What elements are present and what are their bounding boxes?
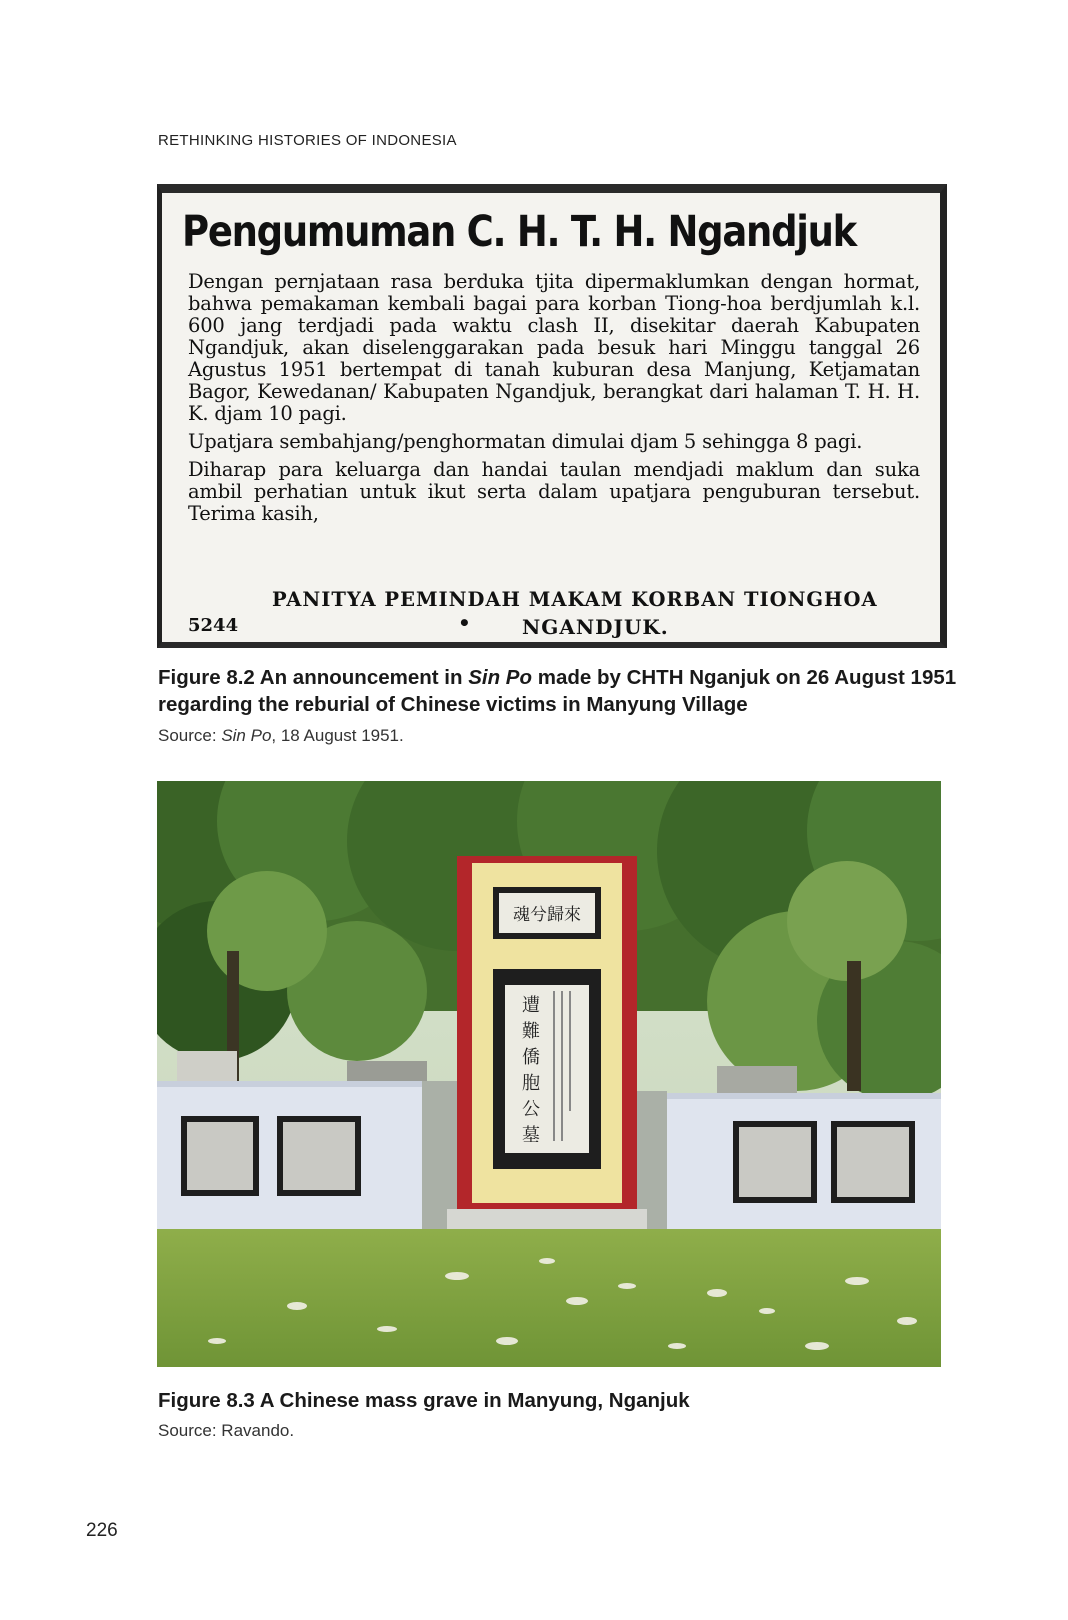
figure-8-3-caption	[158, 1387, 690, 1414]
newspaper-clipping	[157, 184, 947, 648]
caption-text: A Chinese mass grave in Manyung, Nganjuk	[259, 1389, 690, 1412]
caption-italic: Sin Po	[468, 666, 533, 689]
clipping-signature: PANITYA PEMINDAH MAKAM KORBAN TIONGHOA	[272, 588, 878, 611]
caption-text: An announcement in	[259, 666, 469, 689]
figure-8-2-source	[158, 726, 404, 746]
monument-char-5: 公	[522, 1099, 540, 1120]
clipping-signature-city: NGANDJUK.	[522, 615, 669, 639]
clipping-paragraph: Dengan pernjataan rasa berduka tjita dipermaklumkan dengan hormat, bahwa pemakaman kembali bagai para korban Tiong-hoa berdjumlah k.l. 600 jang terdjadi pada waktu clash II, disekitar daerah Kabupaten Ngandjuk, akan diselenggarakan pada besuk hari Minggu tanggal 26 Agustus 1951 bertempat di tanah kuburan desa Manjung, Ketjamatan Bagor, Kewedanan/ Kabupaten Ngandjuk, berangkat dari halaman T. H. H. K. djam 10 pagi.	[188, 270, 920, 425]
clipping-paragraph: Upatjara sembahjang/penghormatan dimulai djam 5 sehingga 8 pagi.	[188, 430, 863, 453]
monument-top-inscription: 魂兮歸來	[513, 905, 581, 925]
figure-label: Figure 8.3	[158, 1389, 255, 1412]
source-label: Source:	[158, 726, 222, 745]
clipping-body	[188, 271, 920, 531]
photo-drawing	[157, 781, 941, 1367]
monument-char-4: 胞	[522, 1073, 540, 1094]
mass-grave-photo	[157, 781, 941, 1367]
running-head: RETHINKING HISTORIES OF INDONESIA	[158, 132, 457, 149]
source-text: , 18 August 1951.	[271, 726, 404, 745]
monument	[447, 856, 647, 1229]
clipping-ad-number: 5244	[188, 615, 239, 636]
clipping-dot: •	[458, 611, 471, 635]
clipping-title: Pengumuman C. H. T. H. Ngandjuk	[182, 207, 856, 257]
caption-text: made by CHTH Nganjuk on 26 August 1951 regarding the reburial of Chinese victims in Manyung Village	[158, 666, 957, 716]
figure-label: Figure 8.2	[158, 666, 255, 689]
monument-char-6: 墓	[522, 1125, 540, 1146]
figure-8-3-source: Source: Ravando.	[158, 1421, 295, 1440]
monument-char-3: 僑	[522, 1047, 540, 1068]
source-italic: Sin Po	[221, 726, 272, 745]
figure-8-2-caption	[158, 664, 958, 718]
page-number: 226	[86, 1520, 118, 1541]
monument-char-2: 難	[522, 1021, 540, 1042]
clipping-paragraph: Diharap para keluarga dan handai taulan mendjadi maklum dan suka ambil perhatian untuk ikut serta dalam upatjara penguburan tersebut. Terima kasih,	[188, 458, 920, 525]
monument-char-1: 遭	[522, 995, 540, 1016]
